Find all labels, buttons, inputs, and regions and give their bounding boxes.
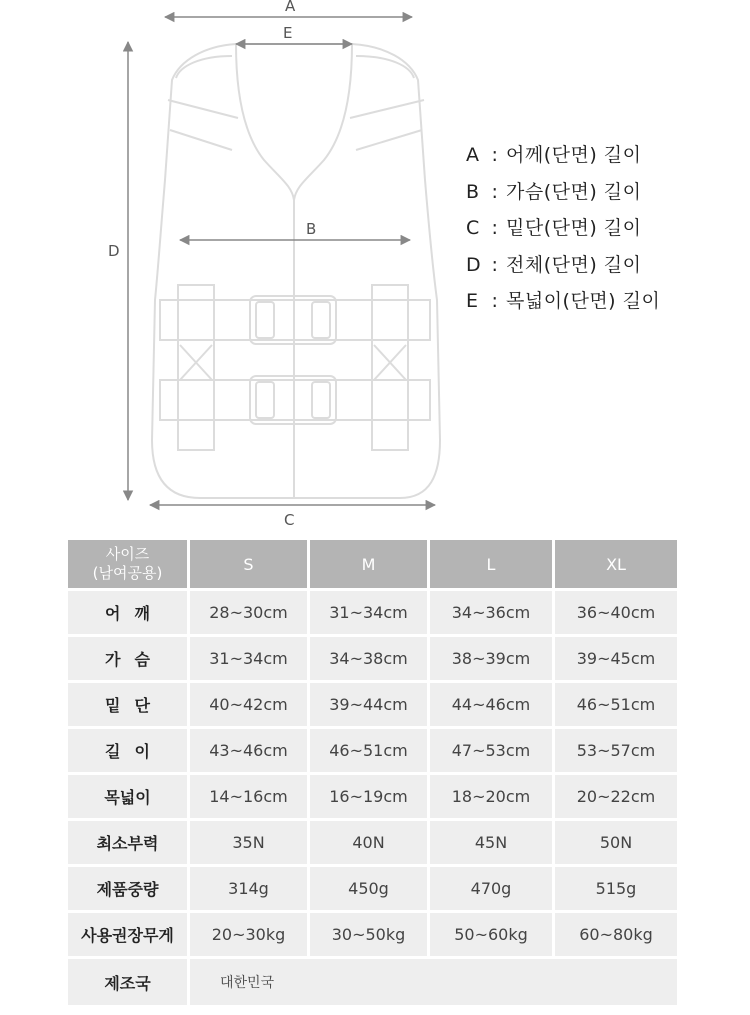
dim-d-label: D [108,242,120,260]
table-cell: 314g [190,867,307,910]
origin-value: 대한민국 [190,959,677,1005]
vest-outline [152,44,440,498]
table-cell: 31~34cm [310,591,427,634]
table-cell: 20~30kg [190,913,307,956]
table-cell: 38~39cm [430,637,552,680]
dim-a-label: A [285,0,296,15]
table-cell: 45N [430,821,552,864]
table-cell: 46~51cm [310,729,427,772]
table-row [68,683,677,726]
legend-item-c: C : 밑단(단면) 길이 [466,217,642,240]
header-size-l: L [430,540,552,588]
table-cell: 20~22cm [555,775,677,818]
table-cell: 53~57cm [555,729,677,772]
legend-item-e: E : 목넓이(단면) 길이 [466,290,661,313]
header-size-label: 사이즈 (남여공용) [68,540,187,588]
row-label: 길이 [68,729,187,772]
table-cell: 43~46cm [190,729,307,772]
row-label: 어깨 [68,591,187,634]
dim-e-label: E [283,24,293,42]
table-cell: 40~42cm [190,683,307,726]
table-header-row [68,540,677,588]
header-size-xl: XL [555,540,677,588]
dim-b-label: B [306,220,317,238]
table-cell: 50N [555,821,677,864]
table-cell: 39~44cm [310,683,427,726]
table-cell: 28~30cm [190,591,307,634]
table-cell: 470g [430,867,552,910]
table-row [68,637,677,680]
table-row-origin [68,959,677,1005]
table-cell: 40N [310,821,427,864]
table-cell: 34~38cm [310,637,427,680]
table-row [68,867,677,910]
table-cell: 46~51cm [555,683,677,726]
row-label: 사용권장무게 [68,913,187,956]
header-size-m: M [310,540,427,588]
table-cell: 515g [555,867,677,910]
table-row [68,591,677,634]
row-label: 가슴 [68,637,187,680]
row-label: 밑단 [68,683,187,726]
row-label: 제조국 [68,959,187,1005]
legend-item-a: A : 어께(단면) 길이 [466,144,642,166]
table-cell: 47~53cm [430,729,552,772]
row-label: 제품중량 [68,867,187,910]
size-table [68,540,677,1008]
row-label: 목넓이 [68,775,187,818]
header-size-s: S [190,540,307,588]
table-row [68,729,677,772]
table-cell: 450g [310,867,427,910]
table-cell: 35N [190,821,307,864]
legend-item-d: D : 전체(단면) 길이 [466,253,642,276]
table-cell: 14~16cm [190,775,307,818]
table-cell: 31~34cm [190,637,307,680]
dimension-legend [466,141,660,324]
table-cell: 44~46cm [430,683,552,726]
dim-c-label: C [284,511,295,529]
table-cell: 34~36cm [430,591,552,634]
table-row [68,821,677,864]
table-cell: 60~80kg [555,913,677,956]
row-label: 최소부력 [68,821,187,864]
table-cell: 16~19cm [310,775,427,818]
table-cell: 30~50kg [310,913,427,956]
table-row [68,775,677,818]
table-cell: 39~45cm [555,637,677,680]
table-cell: 36~40cm [555,591,677,634]
table-cell: 18~20cm [430,775,552,818]
legend-item-b: B : 가슴(단면) 길이 [466,180,642,203]
table-row [68,913,677,956]
table-cell: 50~60kg [430,913,552,956]
